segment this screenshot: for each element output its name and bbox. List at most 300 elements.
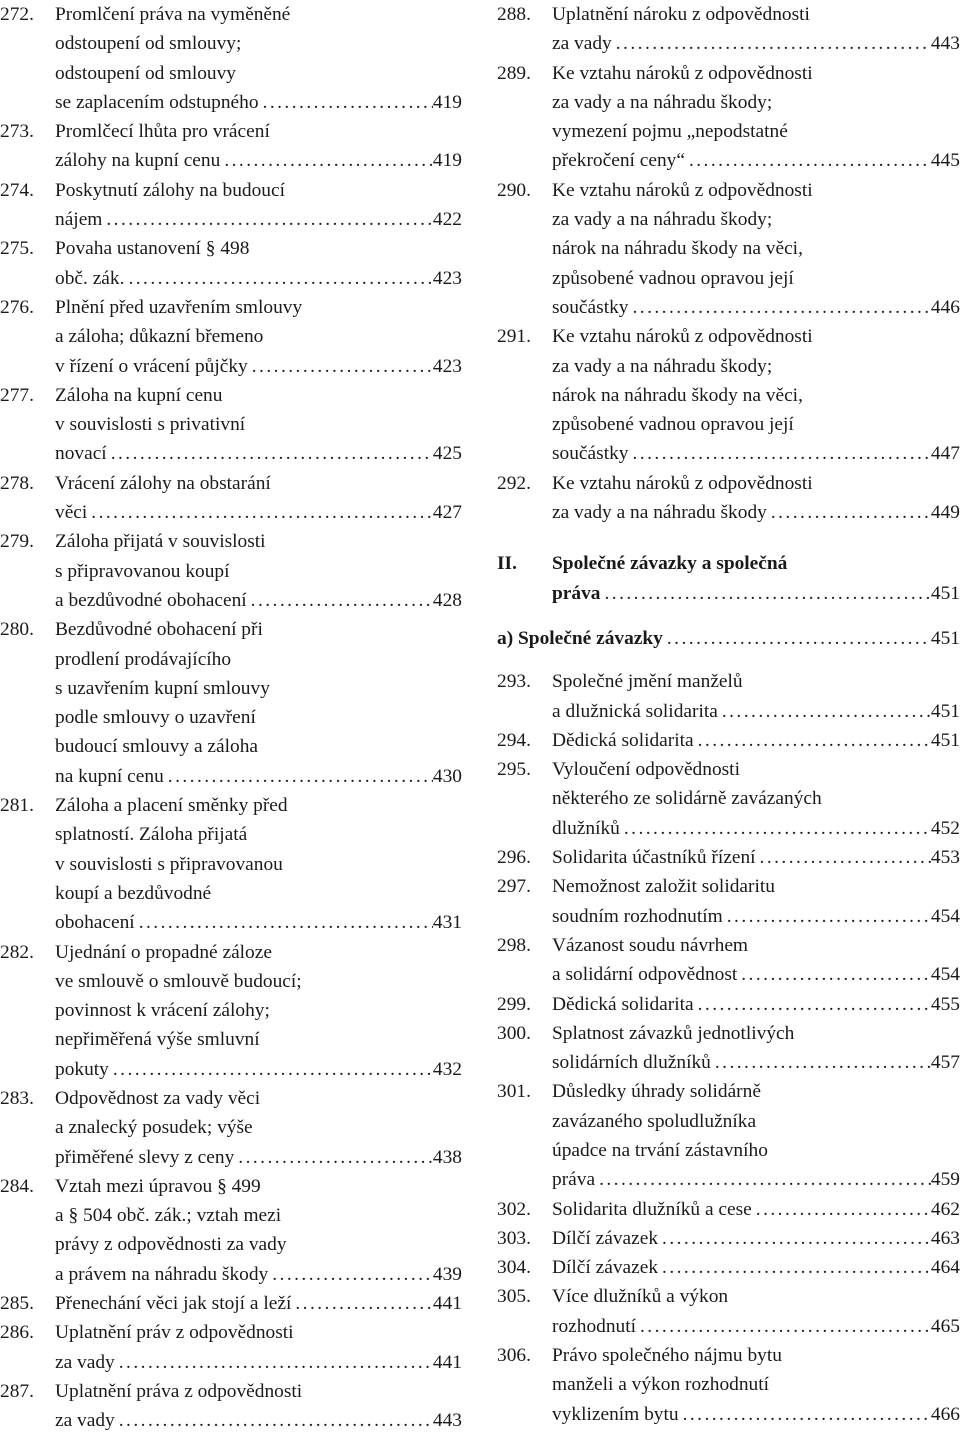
toc-entry-line bbox=[497, 872, 960, 901]
toc-page-number: 443 bbox=[930, 33, 960, 55]
toc-entry-last-line bbox=[0, 908, 462, 937]
toc-entry-line bbox=[0, 996, 462, 1025]
toc-entry-line bbox=[0, 850, 462, 879]
leader-dots bbox=[135, 908, 433, 937]
leader-dots bbox=[247, 586, 433, 615]
toc-entry[interactable] bbox=[0, 293, 462, 381]
toc-entry[interactable] bbox=[0, 0, 462, 117]
toc-page-number: 457 bbox=[930, 1052, 960, 1074]
toc-entry-title-text: v souvislosti s připravovanou bbox=[55, 853, 283, 875]
toc-entry-last-line bbox=[497, 1253, 960, 1282]
toc-page-number: 419 bbox=[432, 150, 462, 172]
toc-entry-title-text: některého ze solidárně zavázaných bbox=[552, 788, 822, 810]
toc-entry-number: 272. bbox=[0, 4, 34, 25]
toc-entry[interactable] bbox=[497, 931, 960, 990]
toc-page-number: 446 bbox=[930, 296, 960, 318]
toc-entry-title-text: Ujednání o propadné záloze bbox=[55, 941, 272, 963]
toc-entry-title-text: zálohy na kupní cenu bbox=[55, 150, 221, 172]
toc-entry-title-text: Odpovědnost za vady věci bbox=[55, 1087, 261, 1109]
toc-entry-title-text: práva bbox=[552, 1169, 596, 1191]
toc-entry-last-line bbox=[497, 146, 960, 175]
toc-entry-last-line bbox=[497, 1048, 960, 1077]
toc-entry-title-text: za vady a na náhradu škody; bbox=[552, 209, 773, 231]
toc-entry[interactable] bbox=[497, 726, 960, 755]
toc-entry-title-text: na kupní cenu bbox=[55, 765, 164, 787]
toc-entry-line bbox=[497, 1341, 960, 1370]
toc-entry-last-line bbox=[0, 1055, 462, 1084]
toc-entry-title-text: podle smlouvy o uzavření bbox=[55, 707, 256, 729]
toc-entry-title-text: za vady a na náhradu škody bbox=[552, 502, 767, 524]
toc-entry-title-text: Bezdůvodné obohacení při bbox=[55, 619, 263, 641]
toc-entry-title-text: věci bbox=[55, 502, 88, 524]
toc-entry-last-line bbox=[0, 498, 462, 527]
toc-entry-line bbox=[497, 667, 960, 696]
leader-dots bbox=[767, 498, 931, 527]
toc-entry-title-text: Přenechání věci jak stojí a leží bbox=[55, 1293, 292, 1315]
toc-entry-number: 304. bbox=[497, 1257, 531, 1279]
toc-entry-number: II. bbox=[497, 553, 517, 575]
toc-entry-number: 291. bbox=[497, 326, 531, 348]
toc-entry[interactable] bbox=[497, 322, 960, 468]
toc-entry-title-text: a bezdůvodné obohacení bbox=[55, 589, 247, 611]
toc-entry-number: 301. bbox=[497, 1081, 531, 1103]
toc-entry-title-text: Ke vztahu nároků z odpovědnosti bbox=[552, 62, 813, 84]
toc-page-number: 454 bbox=[930, 905, 960, 927]
toc-entry[interactable] bbox=[497, 755, 960, 843]
leader-dots bbox=[124, 264, 432, 293]
toc-entry-number: 284. bbox=[0, 1175, 34, 1197]
toc-page-number: 451 bbox=[930, 627, 960, 649]
toc-entry[interactable] bbox=[0, 1084, 462, 1172]
leader-dots bbox=[107, 439, 433, 468]
toc-entry-line bbox=[0, 1113, 462, 1142]
leader-dots bbox=[115, 1348, 433, 1377]
leader-dots bbox=[259, 88, 433, 117]
toc-entry[interactable] bbox=[0, 1377, 462, 1436]
toc-entry-title-text: povinnost k vrácení zálohy; bbox=[55, 1000, 270, 1022]
toc-entry-title-text: Solidarita dlužníků a cese bbox=[552, 1198, 752, 1220]
toc-entry-number: 294. bbox=[497, 729, 531, 751]
toc-entry-title-text: obč. zák. bbox=[55, 267, 125, 289]
toc-entry-line bbox=[0, 703, 462, 732]
toc-entry-line bbox=[497, 352, 960, 381]
toc-entry-title-text: právy z odpovědnosti za vady bbox=[55, 1234, 287, 1256]
toc-entry-line bbox=[497, 234, 960, 263]
toc-entry-line bbox=[0, 879, 462, 908]
toc-entry-title-text: Právo společného nájmu bytu bbox=[552, 1345, 782, 1367]
toc-entry-line bbox=[497, 1077, 960, 1106]
toc-entry-last-line bbox=[0, 586, 462, 615]
toc-entry-title-text: nárok na náhradu škody na věci, bbox=[552, 238, 803, 260]
leader-dots bbox=[737, 960, 931, 989]
toc-entry-title-text: nepřiměřená výše smluvní bbox=[55, 1029, 260, 1051]
toc-entry-title-text: Plnění před uzavřením smlouvy bbox=[55, 296, 303, 318]
toc-entry[interactable] bbox=[497, 176, 960, 322]
toc-page-number: 462 bbox=[930, 1198, 960, 1220]
toc-entry[interactable] bbox=[497, 1195, 960, 1224]
toc-entry-number: 275. bbox=[0, 238, 34, 260]
toc-entry-number: 280. bbox=[0, 619, 34, 641]
toc-entry-title-text: Uplatnění práv z odpovědnosti bbox=[55, 1322, 294, 1344]
toc-entry-line bbox=[0, 1318, 462, 1347]
toc-entry-line bbox=[497, 88, 960, 117]
leader-dots bbox=[248, 352, 433, 381]
toc-page-number: 449 bbox=[930, 502, 960, 524]
leader-dots bbox=[694, 990, 931, 1019]
toc-entry-title-text: ve smlouvě o smlouvě budoucí; bbox=[55, 970, 302, 992]
toc-entry-line bbox=[497, 322, 960, 351]
toc-entry-title-text: a solidární odpovědnost bbox=[552, 964, 738, 986]
leader-dots bbox=[620, 814, 931, 843]
toc-entry-number: 305. bbox=[497, 1286, 531, 1308]
toc-entry[interactable] bbox=[497, 1341, 960, 1429]
toc-entry-line bbox=[0, 732, 462, 761]
toc-entry-last-line bbox=[0, 1143, 462, 1172]
toc-right-column bbox=[497, 0, 960, 1429]
toc-entry-last-line bbox=[497, 990, 960, 1019]
toc-entry-number: 302. bbox=[497, 1198, 531, 1220]
toc-entry-line bbox=[0, 674, 462, 703]
toc-entry-title-text: v souvislosti s privativní bbox=[55, 414, 246, 436]
toc-page-number: 423 bbox=[432, 355, 462, 377]
toc-entry-number: 279. bbox=[0, 531, 34, 553]
toc-entry-line bbox=[497, 205, 960, 234]
toc-entry-title-text: Důsledky úhrady solidárně bbox=[552, 1081, 761, 1103]
toc-entry-title-text: Ke vztahu nároků z odpovědnosti bbox=[552, 326, 813, 348]
toc-entry[interactable] bbox=[497, 59, 960, 176]
toc-entry-line bbox=[0, 820, 462, 849]
toc-page-number: 431 bbox=[432, 912, 462, 934]
toc-entry-last-line bbox=[497, 726, 960, 755]
toc-entry-line bbox=[0, 645, 462, 674]
toc-entry-number: 287. bbox=[0, 1380, 34, 1402]
toc-page-number: 466 bbox=[930, 1403, 960, 1425]
toc-entry-number: 286. bbox=[0, 1322, 34, 1344]
toc-entry-last-line bbox=[497, 29, 960, 58]
toc-entry[interactable] bbox=[497, 990, 960, 1019]
toc-page-number: 427 bbox=[432, 502, 462, 524]
leader-dots bbox=[723, 902, 931, 931]
toc-entry-number: 297. bbox=[497, 876, 531, 898]
toc-entry-title-text: odstoupení od smlouvy; bbox=[55, 33, 242, 55]
leader-dots bbox=[102, 205, 433, 234]
toc-page-number: 453 bbox=[930, 847, 960, 869]
toc-entry-number: 298. bbox=[497, 934, 531, 956]
toc-entry-last-line bbox=[0, 1260, 462, 1289]
toc-entry[interactable] bbox=[0, 938, 462, 1084]
toc-entry[interactable] bbox=[0, 381, 462, 469]
toc-entry-line bbox=[0, 29, 462, 58]
toc-entry[interactable] bbox=[0, 527, 462, 615]
toc-entry-number: 274. bbox=[0, 179, 34, 201]
toc-page-number: 430 bbox=[432, 765, 462, 787]
toc-page-number: 441 bbox=[432, 1351, 462, 1373]
toc-entry-title-text: přiměřené slevy z ceny bbox=[55, 1146, 235, 1168]
spacer bbox=[497, 527, 960, 549]
toc-entry[interactable] bbox=[0, 117, 462, 176]
toc-entry-last-line bbox=[497, 579, 960, 608]
toc-entry-title-text: solidárních dlužníků bbox=[552, 1052, 711, 1074]
leader-dots bbox=[711, 1048, 931, 1077]
toc-entry[interactable] bbox=[0, 1318, 462, 1377]
toc-page-number: 454 bbox=[930, 964, 960, 986]
toc-entry-line bbox=[497, 755, 960, 784]
toc-entry-title-text: Solidarita účastníků řízení bbox=[552, 847, 756, 869]
toc-entry-line bbox=[0, 1172, 462, 1201]
toc-entry[interactable] bbox=[0, 234, 462, 293]
toc-entry-title-text: vyklizením bytu bbox=[552, 1403, 679, 1425]
toc-entry[interactable] bbox=[497, 0, 960, 59]
toc-entry-line bbox=[497, 410, 960, 439]
leader-dots bbox=[756, 843, 931, 872]
toc-entry-title-text: manželi a výkon rozhodnutí bbox=[552, 1374, 770, 1396]
leader-dots bbox=[600, 579, 930, 608]
toc-entry-last-line bbox=[497, 1312, 960, 1341]
toc-entry-title-text: budoucí smlouvy a záloha bbox=[55, 736, 259, 758]
toc-entry-line bbox=[0, 1201, 462, 1230]
toc-entry-title-text: Dědická solidarita bbox=[552, 993, 694, 1015]
toc-entry[interactable] bbox=[497, 469, 960, 528]
toc-entry-last-line bbox=[0, 146, 462, 175]
toc-entry-last-line bbox=[497, 960, 960, 989]
toc-entry[interactable] bbox=[497, 1019, 960, 1078]
toc-page-number: 428 bbox=[432, 589, 462, 611]
toc-entry[interactable] bbox=[0, 1172, 462, 1289]
toc-entry[interactable] bbox=[0, 469, 462, 528]
toc-entry-title-text: Povaha ustanovení § 498 bbox=[55, 238, 250, 260]
toc-entry-last-line bbox=[0, 439, 462, 468]
toc-entry-title-text: Vrácení zálohy na obstarání bbox=[55, 472, 271, 494]
toc-entry-last-line bbox=[497, 814, 960, 843]
toc-entry-number: 293. bbox=[497, 671, 531, 693]
toc-entry-title-text: Vztah mezi úpravou § 499 bbox=[55, 1175, 261, 1197]
leader-dots bbox=[658, 1224, 931, 1253]
toc-entry-last-line bbox=[0, 88, 462, 117]
toc-page-number: 451 bbox=[930, 729, 960, 751]
toc-entry-title-text: Více dlužníků a výkon bbox=[552, 1286, 729, 1308]
leader-dots bbox=[234, 1143, 433, 1172]
toc-entry-last-line bbox=[497, 843, 960, 872]
toc-entry-line bbox=[0, 0, 462, 29]
toc-entry-line bbox=[497, 1136, 960, 1165]
spacer bbox=[497, 653, 960, 667]
toc-entry-title-text: a § 504 obč. zák.; vztah mezi bbox=[55, 1205, 282, 1227]
toc-entry-line bbox=[0, 791, 462, 820]
toc-entry-title-text: novací bbox=[55, 443, 107, 465]
toc-entry-title-text: práva bbox=[552, 582, 601, 604]
leader-dots bbox=[685, 146, 931, 175]
toc-entry-line bbox=[497, 469, 960, 498]
toc-entry-line bbox=[497, 264, 960, 293]
toc-entry-title-text: Záloha na kupní cenu bbox=[55, 384, 223, 406]
toc-entry-title-text: Společné jmění manželů bbox=[552, 671, 743, 693]
toc-entry-title-text: se zaplacením odstupného bbox=[55, 91, 259, 113]
toc-entry-last-line bbox=[0, 1348, 462, 1377]
leader-dots bbox=[595, 1165, 931, 1194]
toc-entry-title-text: úpadce na trvání zástavního bbox=[552, 1139, 768, 1161]
toc-entry-title-text: dlužníků bbox=[552, 817, 620, 839]
toc-entry-number: 282. bbox=[0, 941, 34, 963]
toc-entry[interactable] bbox=[0, 791, 462, 937]
toc-page-number: 452 bbox=[930, 817, 960, 839]
toc-entry-title-text: způsobené vadnou opravou její bbox=[552, 267, 794, 289]
toc-page-number: 432 bbox=[432, 1058, 462, 1080]
toc-entry-title-text: s uzavřením kupní smlouvy bbox=[55, 677, 270, 699]
toc-entry-last-line bbox=[497, 1195, 960, 1224]
toc-entry-last-line bbox=[0, 205, 462, 234]
toc-entry[interactable] bbox=[497, 1077, 960, 1194]
toc-entry-title-text: Společné závazky a společná bbox=[552, 553, 788, 575]
toc-entry-title-text: za vady bbox=[55, 1351, 115, 1373]
toc-entry-line bbox=[0, 1377, 462, 1406]
toc-entry-line bbox=[497, 549, 960, 578]
toc-entry-title-text: Promlčecí lhůta pro vrácení bbox=[55, 121, 270, 143]
toc-entry-line bbox=[0, 557, 462, 586]
toc-entry-last-line bbox=[497, 697, 960, 726]
toc-entry-title-text: a dlužnická solidarita bbox=[552, 700, 718, 722]
toc-entry-last-line bbox=[497, 293, 960, 322]
toc-entry-line bbox=[497, 381, 960, 410]
toc-entry-number: 277. bbox=[0, 384, 34, 406]
toc-page-number: 441 bbox=[432, 1293, 462, 1315]
toc-entry-title-text: Dědická solidarita bbox=[552, 729, 694, 751]
subsection-heading[interactable] bbox=[497, 624, 960, 653]
toc-page-number: 455 bbox=[930, 993, 960, 1015]
leader-dots bbox=[164, 762, 433, 791]
toc-page-number: 459 bbox=[930, 1169, 960, 1191]
toc-entry-line bbox=[497, 1019, 960, 1048]
leader-dots bbox=[268, 1260, 433, 1289]
toc-entry-last-line bbox=[0, 352, 462, 381]
leader-dots bbox=[658, 1253, 931, 1282]
toc-entry-last-line bbox=[497, 1400, 960, 1429]
toc-entry-title-text: Uplatnění nároku z odpovědnosti bbox=[552, 4, 810, 25]
toc-entry-title-text: zavázaného spoludlužníka bbox=[552, 1110, 757, 1132]
toc-page-number: 438 bbox=[432, 1146, 462, 1168]
toc-entry-title-text: Splatnost závazků jednotlivých bbox=[552, 1022, 795, 1044]
toc-entry[interactable] bbox=[497, 667, 960, 726]
toc-entry-title-text: součástky bbox=[552, 443, 629, 465]
toc-page-number: 443 bbox=[432, 1410, 462, 1432]
toc-entry-line bbox=[497, 784, 960, 813]
toc-entry-line bbox=[0, 967, 462, 996]
toc-entry-line bbox=[0, 293, 462, 322]
leader-dots bbox=[718, 697, 931, 726]
toc-entry-title-text: Poskytnutí zálohy na budoucí bbox=[55, 179, 285, 201]
toc-entry-line bbox=[0, 59, 462, 88]
toc-entry-number: 276. bbox=[0, 296, 34, 318]
toc-page-number: 445 bbox=[930, 150, 960, 172]
toc-entry[interactable] bbox=[0, 615, 462, 791]
toc-entry-line bbox=[0, 410, 462, 439]
toc-entry-title-text: s připravovanou koupí bbox=[55, 560, 230, 582]
toc-entry-title-text: Vyloučení odpovědnosti bbox=[552, 759, 740, 781]
leader-dots bbox=[628, 439, 930, 468]
toc-entry-title-text: Záloha a placení směnky před bbox=[55, 795, 288, 817]
toc-entry-title-text: součástky bbox=[552, 296, 629, 318]
leader-dots bbox=[752, 1195, 931, 1224]
toc-entry-title-text: obohacení bbox=[55, 912, 135, 934]
leader-dots bbox=[679, 1400, 931, 1429]
toc-entry-last-line bbox=[0, 264, 462, 293]
toc-entry-number: 273. bbox=[0, 121, 34, 143]
toc-entry-line bbox=[0, 469, 462, 498]
toc-entry[interactable] bbox=[0, 176, 462, 235]
toc-entry-title-text: pokuty bbox=[55, 1058, 109, 1080]
toc-entry-number: 290. bbox=[497, 179, 531, 201]
toc-entry-last-line bbox=[497, 902, 960, 931]
toc-entry-number: 288. bbox=[497, 4, 531, 25]
toc-entry-line bbox=[0, 1230, 462, 1259]
toc-entry-title-text: za vady a na náhradu škody; bbox=[552, 91, 773, 113]
toc-entry-title-text: Uplatnění práva z odpovědnosti bbox=[55, 1380, 303, 1402]
leader-dots bbox=[663, 624, 931, 653]
toc-entry-title-text: v řízení o vrácení půjčky bbox=[55, 355, 248, 377]
toc-entry-number: 303. bbox=[497, 1227, 531, 1249]
toc-entry-line bbox=[497, 1370, 960, 1399]
toc-entry[interactable] bbox=[497, 549, 960, 608]
toc-entry-number: 295. bbox=[497, 759, 531, 781]
toc-entry-last-line bbox=[497, 1165, 960, 1194]
toc-entry-line bbox=[497, 176, 960, 205]
toc-entry-title-text: a znalecký posudek; výše bbox=[55, 1117, 253, 1139]
toc-entry-number: 300. bbox=[497, 1022, 531, 1044]
toc-entry-number: 281. bbox=[0, 795, 34, 817]
spacer bbox=[497, 608, 960, 624]
toc-entry[interactable] bbox=[497, 872, 960, 931]
toc-entry[interactable] bbox=[497, 1253, 960, 1282]
toc-entry-title-text: nárok na náhradu škody na věci, bbox=[552, 384, 803, 406]
toc-entry-title-text: překročení ceny“ bbox=[552, 150, 685, 172]
toc-entry-title-text: a záloha; důkazní břemeno bbox=[55, 326, 264, 348]
leader-dots bbox=[220, 146, 433, 175]
toc-entry-title-text: rozhodnutí bbox=[552, 1315, 637, 1337]
toc-entry-title-text: Dílčí závazek bbox=[552, 1257, 659, 1279]
toc-entry-title-text: vymezení pojmu „nepodstatné bbox=[552, 121, 788, 143]
toc-entry[interactable] bbox=[497, 1224, 960, 1253]
leader-dots bbox=[115, 1406, 433, 1435]
toc-page-number: 423 bbox=[432, 267, 462, 289]
toc-entry-title-text: Vázanost soudu návrhem bbox=[552, 934, 749, 956]
toc-page-number: 465 bbox=[930, 1315, 960, 1337]
leader-dots bbox=[636, 1312, 931, 1341]
toc-entry-title-text: prodlení prodávajícího bbox=[55, 648, 232, 670]
toc-entry-last-line bbox=[497, 439, 960, 468]
toc-entry-line bbox=[0, 176, 462, 205]
toc-page-number: 425 bbox=[432, 443, 462, 465]
toc-entry-line bbox=[0, 527, 462, 556]
toc-entry-title-text: a právem na náhradu škody bbox=[55, 1263, 269, 1285]
toc-entry-title-text: Nemožnost založit solidaritu bbox=[552, 876, 775, 898]
toc-entry-title-text: za vady a na náhradu škody; bbox=[552, 355, 773, 377]
toc-entry-line bbox=[497, 59, 960, 88]
toc-entry-line bbox=[497, 931, 960, 960]
toc-entry-title-text: nájem bbox=[55, 209, 103, 231]
subsection-title: a) Společné závazky bbox=[497, 627, 663, 649]
toc-entry-last-line bbox=[0, 1289, 462, 1318]
toc-entry-line bbox=[0, 234, 462, 263]
toc-entry[interactable] bbox=[497, 843, 960, 872]
toc-entry-last-line bbox=[497, 498, 960, 527]
toc-entry-number: 299. bbox=[497, 993, 531, 1015]
toc-entry-title-text: za vady bbox=[552, 33, 612, 55]
toc-entry[interactable] bbox=[0, 1289, 462, 1318]
leader-dots bbox=[694, 726, 931, 755]
toc-entry[interactable] bbox=[497, 1282, 960, 1341]
toc-page-number: 463 bbox=[930, 1227, 960, 1249]
toc-entry-number: 285. bbox=[0, 1293, 34, 1315]
toc-entry-title-text: za vady bbox=[55, 1410, 115, 1432]
